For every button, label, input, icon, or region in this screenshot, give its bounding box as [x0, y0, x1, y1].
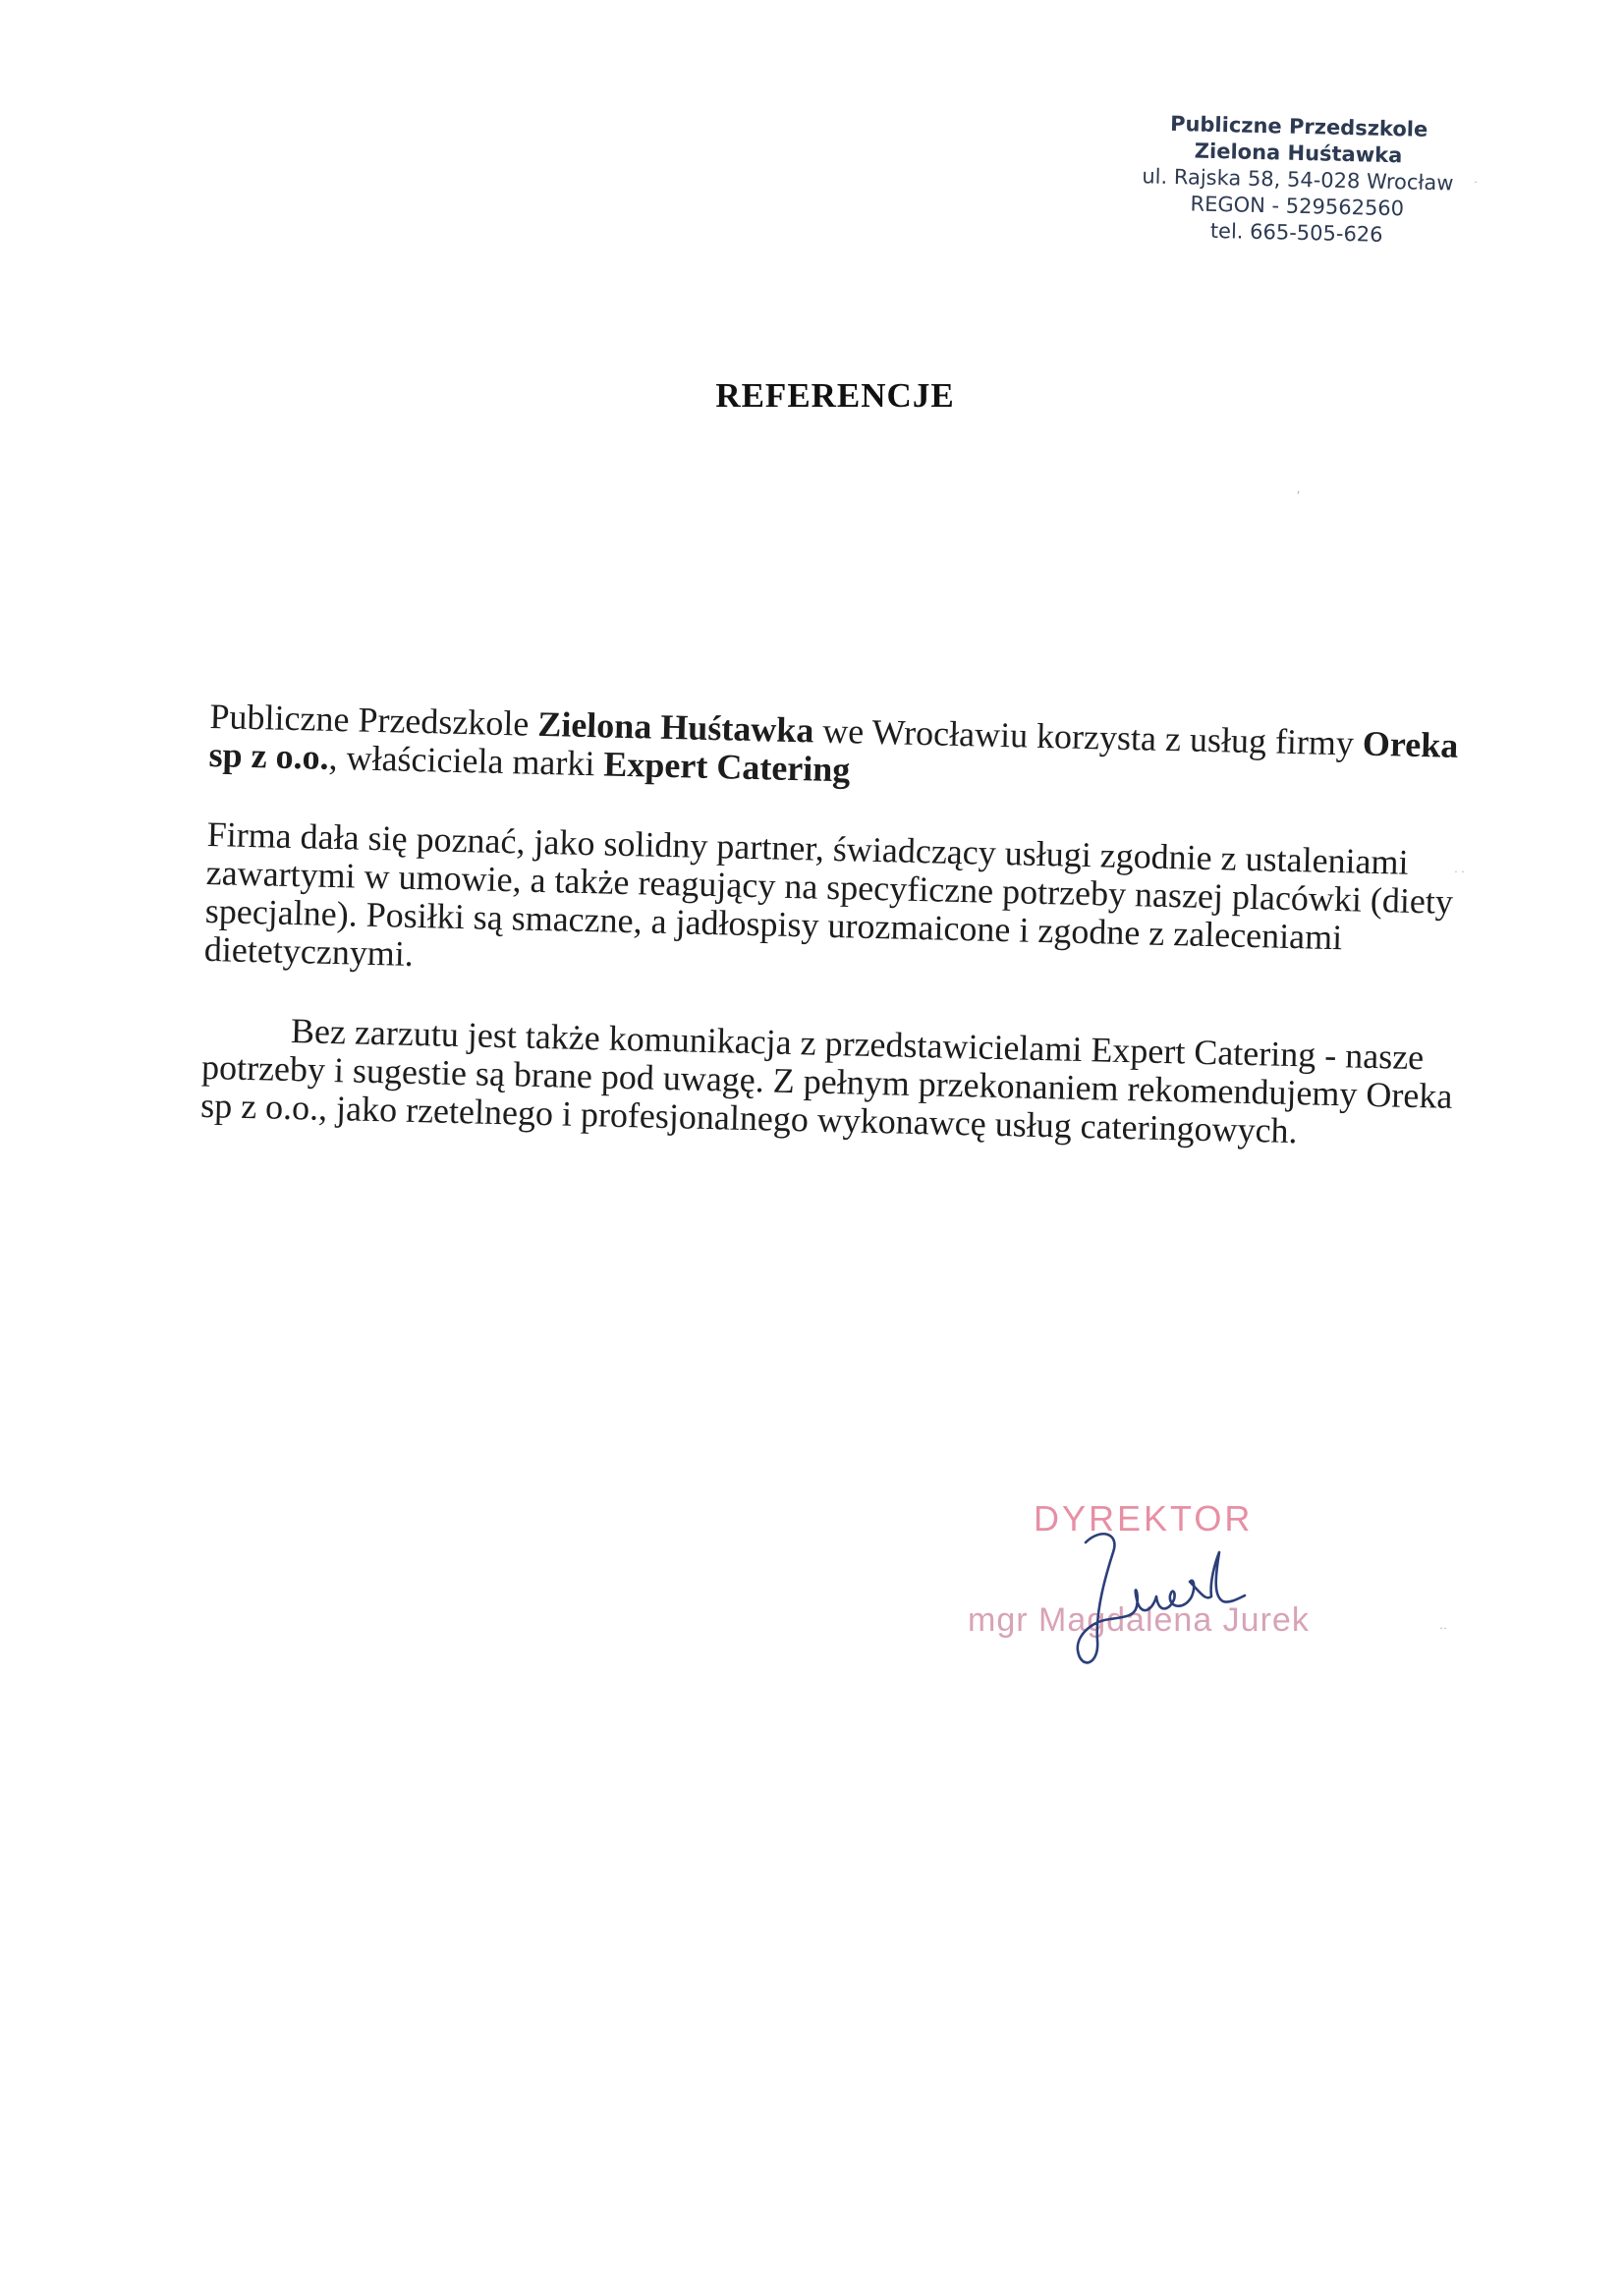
- stamp-line-address: ul. Rajska 58, 54-028 Wrocław: [1142, 164, 1454, 196]
- stamp-line-phone: tel. 665-505-626: [1209, 218, 1383, 247]
- signature-block: [968, 1498, 1380, 1685]
- stamp-line-subname: Zielona Huśtawka: [1194, 139, 1403, 168]
- company-name: Oreka sp z o.o.: [208, 723, 1459, 777]
- signature-name-stamp: mgr Magdalena Jurek: [968, 1601, 1310, 1639]
- stamp-line-regon: REGON - 529562560: [1190, 192, 1405, 221]
- document-title: REFERENCJE: [715, 376, 955, 415]
- letter-body: [200, 698, 1478, 1154]
- scan-artifact: ,: [1297, 481, 1300, 495]
- text-span: we Wrocławiu korzysta z usług firmy: [812, 710, 1364, 763]
- paragraph-evaluation: Firma dała się poznać, jako solidny partner, świadczący usługi zgodnie z ustaleniami zawartymi w umowie, a także reagujący na specyficzne potrzeby naszej placówki (diety specjalne). Posiłki są smaczne, a jadłospisy urozmaicone i zgodne z zaleceniami dietetycznymi.: [203, 813, 1454, 974]
- scan-artifact: · ·: [1454, 865, 1465, 878]
- text-span: Publiczne Przedszkole: [209, 697, 538, 744]
- paragraph-recommendation: Bez zarzutu jest także komunikacja z przedstawicielami Expert Catering - nasze potrzeby i sugestie są brane pod uwagę. Z pełnym przekonaniem rekomendujemy Oreka sp z o.o., jako rzetelnego i profesjonalnego wykonawcę usług cateringowych.: [199, 1011, 1453, 1151]
- brand-name: Expert Catering: [602, 744, 851, 790]
- stamp-line-name: Publiczne Przedszkole: [1169, 111, 1428, 141]
- text-span: , właściciela marki: [328, 737, 604, 784]
- signature-role-stamp: DYREKTOR: [1034, 1498, 1254, 1539]
- kindergarten-name: Zielona Huśtawka: [536, 703, 814, 751]
- scan-artifact: ·: [1474, 175, 1478, 189]
- institution-stamp: [1127, 110, 1469, 251]
- handwritten-signature-icon: [1027, 1523, 1282, 1670]
- paragraph-intro: [208, 698, 1477, 804]
- scan-artifact: ··: [1439, 1621, 1447, 1635]
